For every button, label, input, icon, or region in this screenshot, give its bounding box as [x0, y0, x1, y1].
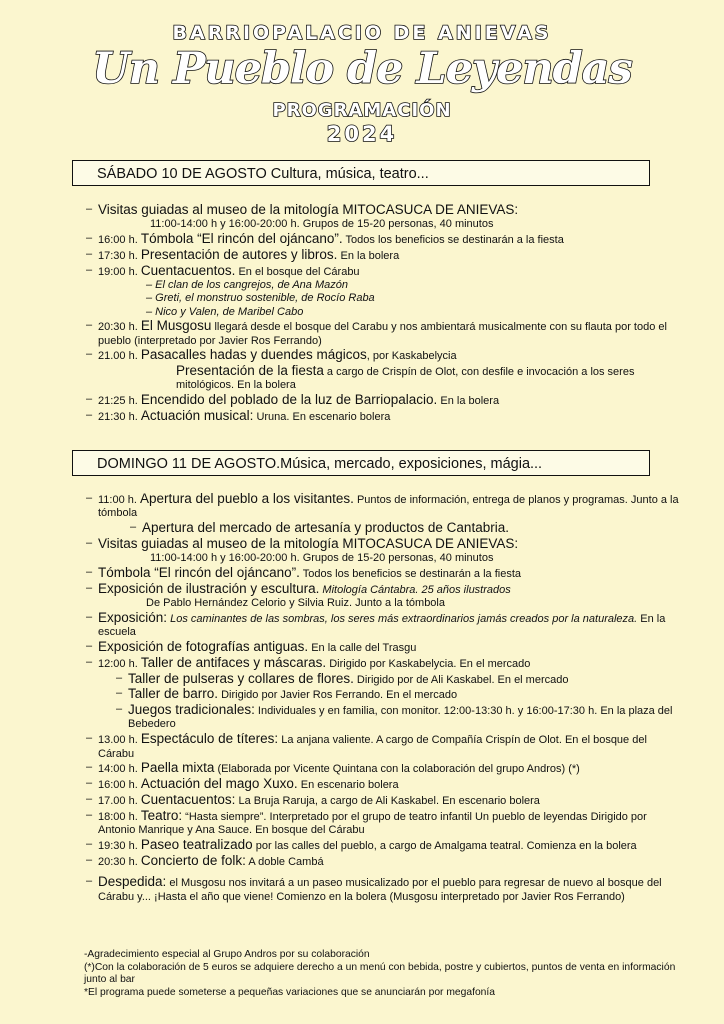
item-title: Concierto de folk: — [140, 852, 246, 868]
program-item — [86, 640, 682, 655]
program-item — [86, 319, 682, 348]
program-item — [86, 393, 682, 408]
item-detail: Dirigido por de Ali Kaskabel. En el mercado — [356, 673, 569, 686]
item-detail: En la bolera — [340, 249, 400, 262]
program-item — [86, 793, 682, 808]
item-detail: Todos los beneficios se destinarán a la fiesta — [345, 234, 564, 247]
program-item — [86, 761, 682, 776]
item-detail: La anjana valiente. A cargo de Compañía Crispín de Olot. En el bosque del Cárabu — [98, 734, 647, 760]
item-title: Tómbola “El rincón del ojáncano”. — [98, 564, 300, 580]
item-time: 12:00 h. — [98, 657, 138, 670]
item-title: Exposición de ilustración y escultura. — [98, 580, 320, 596]
item-subentry: – Greti, el monstruo sostenible, de Rocío Raba — [146, 292, 375, 305]
item-title: Taller de antifaces y máscaras. — [140, 654, 327, 670]
day2-program — [86, 492, 682, 905]
program-item — [86, 264, 682, 319]
item-time: 19:30 h. — [98, 839, 138, 852]
item-detail: La Bruja Raruja, a cargo de Ali Kaskabel. En escenario bolera — [238, 794, 540, 807]
item-time: 19:00 h. — [98, 265, 138, 278]
program-item — [116, 687, 682, 702]
item-detail: , por Kaskabelycia — [366, 350, 457, 363]
item-title: Despedida: — [98, 874, 167, 890]
item-continuation — [98, 364, 682, 393]
item-title: Cuentacuentos. — [140, 262, 236, 278]
program-item — [86, 537, 682, 566]
item-title: Visitas guiadas al museo de la mitología MITOCASUCA DE ANIEVAS: — [98, 535, 519, 551]
item-detail: “Hasta siempre”. Interpretado por el grupo de teatro infantil Un pueblo de leyendas Dirigido por Antonio Manrique y Ana Sauce. En bosque del Cárabu — [98, 810, 647, 837]
program-item — [86, 656, 682, 671]
item-title: Apertura del mercado de artesanía y productos de Cantabria. — [142, 520, 509, 536]
footer-notes — [84, 949, 684, 999]
item-title: Actuación musical: — [140, 407, 254, 423]
item-title: Teatro: — [140, 807, 183, 823]
header-title-logo: Un Pueblo de Leyendas — [92, 44, 632, 94]
item-title: Encendido del poblado de la luz de Barriopalacio. — [140, 391, 438, 407]
item-title: El Musgosu — [140, 318, 212, 334]
item-detail: Uruna. En escenario bolera — [256, 410, 391, 423]
item-detail: Puntos de información, entrega de planos y programas. Junto a la tómbola — [98, 494, 679, 520]
item-detail: Todos los beneficios se destinarán a la fiesta — [302, 567, 522, 580]
program-item — [86, 838, 682, 853]
item-time: 11:00 h. — [98, 494, 137, 506]
item-title: Actuación del mago Xuxo. — [140, 776, 298, 792]
item-detail: por las calles del pueblo, a cargo de Amalgama teatral. Comienza en la bolera — [255, 839, 637, 852]
item-title: Taller de pulseras y collares de flores. — [128, 670, 354, 686]
item-title: Tómbola “El rincón del ojáncano”. — [140, 231, 343, 247]
program-item — [86, 409, 682, 424]
day1-program — [86, 203, 682, 424]
program-item — [86, 732, 682, 761]
item-time: 17.00 h. — [98, 794, 138, 807]
item-time: 13.00 h. — [98, 734, 138, 747]
item-detail: Dirigido por Javier Ros Ferrando. En el mercado — [221, 689, 458, 702]
item-subentry: – El clan de los cangrejos, de Ana Mazón — [146, 278, 348, 291]
program-item — [86, 582, 682, 611]
item-title: Paella mixta — [140, 760, 215, 776]
program-item — [130, 521, 682, 536]
item-title: Taller de barro. — [128, 686, 219, 702]
item-detail: a cargo de Crispín de Olot, con desfile e invocación a los seres mitológicos. En la bolera — [176, 365, 635, 392]
item-time: 14:00 h. — [98, 763, 138, 776]
item-title: Paseo teatralizado — [140, 836, 253, 852]
item-time: 21:30 h. — [98, 410, 138, 423]
program-item — [86, 809, 682, 838]
item-detail: En la escuela — [98, 612, 666, 639]
item-title: Exposición de fotografías antiguas. — [98, 638, 309, 654]
item-detail: Individuales y en familia, con monitor. 12:00-13:30 h. y 16:00-17:30 h. En la plaza del Bebedero — [128, 705, 673, 731]
day2-heading: DOMINGO 11 DE AGOSTO.Música, mercado, exposiciones, mágia... — [72, 450, 650, 476]
item-title: Apertura del pueblo a los visitantes. — [140, 491, 354, 506]
item-detail: En el bosque del Cárabu — [238, 265, 360, 278]
item-time: 17:30 h. — [98, 249, 138, 262]
program-item — [86, 875, 682, 904]
footer-note: -Agradecimiento especial al Grupo Andros por su colaboración — [84, 949, 370, 960]
program-item — [116, 672, 682, 687]
item-detail: 11:00-14:00 h y 16:00-20:00 h. Grupos de 15-20 personas, 40 minutos — [150, 218, 494, 231]
item-time: 16:00 h. — [98, 234, 138, 247]
item-detail: En la bolera — [440, 394, 500, 407]
item-title: Pasacalles hadas y duendes mágicos — [140, 347, 367, 363]
item-title: Cuentacuentos: — [140, 791, 236, 807]
program-item — [86, 611, 682, 640]
header-village-name: BARRIOPALACIO DE ANIEVAS — [172, 22, 552, 44]
program-item — [86, 854, 682, 869]
footer-note: (*)Con la colaboración de 5 euros se adquiere derecho a un menú con bebida, postre y cubiertos, puntos de venta en información junto al bar — [84, 961, 676, 985]
program-item — [86, 492, 682, 521]
item-title: Juegos tradicionales: — [128, 702, 255, 718]
program-item — [86, 777, 682, 792]
item-time: 21:25 h. — [98, 394, 138, 407]
item-subentry: – Nico y Valen, de Maribel Cabo — [146, 305, 304, 318]
footer-note: *El programa puede someterse a pequeñas variaciones que se anunciarán por megafonía — [84, 986, 495, 998]
item-title: Exposición: — [98, 609, 168, 625]
item-time: 21.00 h. — [98, 350, 138, 363]
item-detail: En escenario bolera — [300, 779, 399, 792]
item-time: 18:00 h. — [98, 810, 138, 823]
item-title: Espectáculo de títeres: — [140, 731, 279, 747]
item-title: Visitas guiadas al museo de la mitología MITOCASUCA DE ANIEVAS: — [98, 202, 519, 217]
program-item — [86, 248, 682, 263]
program-item — [86, 203, 682, 232]
item-detail: Dirigido por Kaskabelycia. En el mercado — [329, 657, 531, 670]
item-time: 20:30 h. — [98, 855, 138, 868]
header-year: 2024 — [326, 122, 398, 146]
item-time: 20:30 h. — [98, 321, 138, 334]
item-detail: llegará desde el bosque del Carabu y nos ambientará musicalmente con su flauta por todo el pueblo (interpretado por Javier Ros Ferrando) — [98, 321, 667, 347]
item-detail: (Elaborada por Vicente Quintana con la colaboración del grupo Andros) (*) — [217, 763, 580, 776]
day1-heading: SÁBADO 10 DE AGOSTO Cultura, música, teatro... — [72, 160, 650, 186]
item-detail: Los caminantes de las sombras, los seres más extraordinarios jamás creados por la naturaleza. — [170, 612, 638, 625]
program-item — [116, 703, 682, 732]
item-title: Presentación de autores y libros. — [140, 246, 338, 262]
header-programacion: PROGRAMACIÓN — [272, 100, 452, 121]
item-title: Presentación de la fiesta — [176, 362, 324, 378]
item-detail: A doble Cambá — [248, 855, 324, 868]
item-detail: De Pablo Hernández Celorio y Silvia Ruiz. Junto a la tómbola — [146, 597, 445, 610]
program-item — [86, 348, 682, 392]
program-item — [86, 566, 682, 581]
item-detail: En la calle del Trasgu — [311, 641, 417, 654]
program-item — [86, 232, 682, 247]
item-detail: 11:00-14:00 h y 16:00-20:00 h. Grupos de 15-20 personas, 40 minutos — [150, 552, 494, 565]
item-detail: el Musgosu nos invitará a un paseo musicalizado por el pueblo para regresar de nuevo al bosque del Cárabu y... ¡Hasta el año que viene! Comienzo en la bolera (Musgosu interpretado por Javier Ros Ferrando) — [98, 877, 662, 903]
item-detail: Mitología Cántabra. 25 años ilustrados — [322, 583, 511, 596]
item-time: 16:00 h. — [98, 779, 138, 792]
